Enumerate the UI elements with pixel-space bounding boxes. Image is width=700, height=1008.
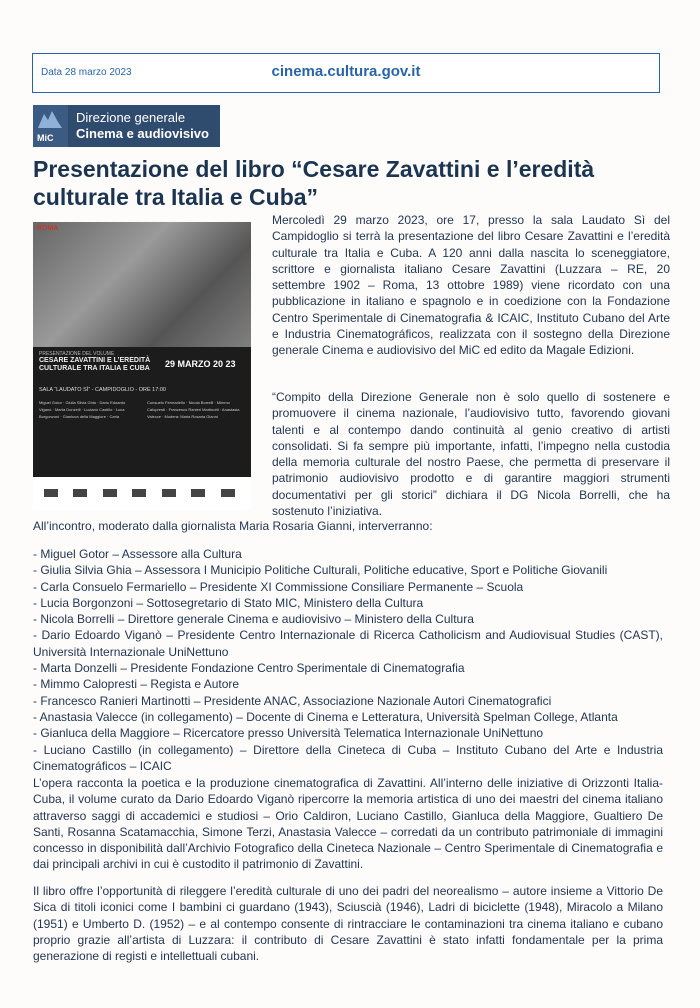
list-item: - Gianluca della Maggiore – Ricercatore presso Università Telematica Internazionale UniNettuno xyxy=(33,726,544,741)
logo-line-2: Cinema e audiovisivo xyxy=(76,126,209,141)
page-title: Presentazione del libro “Cesare Zavattini e l’eredità culturale tra Italia e Cuba” xyxy=(33,156,595,210)
poster-photo xyxy=(33,222,251,347)
paragraph-announcement: Mercoledì 29 marzo 2023, ore 17, presso la sala Laudato Sì del Campidoglio si terrà la presentazione del libro Cesare Zavattini e l’eredità culturale tra Italia e Cuba. A 120 anni dalla nascita lo sceneggiatore, scrittore e giornalista italiano Cesare Zavattini (Luzzara – RE, 20 settembre 1902 – Roma, 13 ottobre 1989) viene ricordato con una pubblicazione in italiano e spagnolo e in coedizione con la Fondazione Centro Sperimentale di Cinematografia & ICAIC, Instituto Cubano del Arte e Industria Cinematográficos, realizzata con il sostegno della Direzione generale Cinema e audiovisivo del MiC ed edito da Magale Edizioni. xyxy=(272,213,670,358)
header-site-link[interactable]: cinema.cultura.gov.it xyxy=(271,63,421,80)
emblem-symbol-icon xyxy=(36,108,64,130)
mic-emblem-icon xyxy=(33,105,68,147)
list-item: - Lucia Borgonzoni – Sottosegretario di Stato MIC, Ministero della Cultura xyxy=(33,595,424,610)
poster-info-panel xyxy=(33,347,251,477)
poster-title: CESARE ZAVATTINI E L’EREDITÀ CULTURALE TRA ITALIA E CUBA xyxy=(39,357,151,372)
mic-label: MiC xyxy=(37,133,54,143)
list-item: - Nicola Borrelli – Direttore generale Cinema e audiovisivo – Ministero della Cultura xyxy=(33,612,474,627)
poster-names: Miguel Gotor · Giulia Silvia Ghia · Dario Edoardo Viganò · Marta Donzelli · Luciano Castillo · Luca Borgonzoni · Gianluca della Maggiore · Carla Consuelo Fermariello · Nicola Borrelli · Mimmo Calopresti · Francesco Ranieri Martinotti · Anastasia Valecce · Modera: Maria Rosaria Gianni xyxy=(39,400,240,419)
poster-sponsor-logos xyxy=(33,477,251,510)
poster-place: SALA “LAUDATO SÌ” - CAMPIDOGLIO - ORE 17:00 xyxy=(39,387,166,393)
poster-roma-logo: ROMA xyxy=(37,225,59,232)
sponsor-logo-icon xyxy=(44,489,58,497)
sponsor-logo-icon xyxy=(103,489,117,497)
sponsor-logo-icon xyxy=(191,489,205,497)
list-item: - Luciano Castillo (in collegamento) – Direttore della Cineteca di Cuba – Instituto Cubano del Arte e Industria Cinematográficos – ICAIC xyxy=(33,742,663,773)
poster-date: 29 MARZO 20 23 xyxy=(165,359,236,369)
paragraph-book-content: L’opera racconta la poetica e la produzione cinematografica di Zavattini. All’interno delle iniziative di Orizzonti Italia-Cuba, il volume curato da Dario Edoardo Viganò ripercorre la memoria artistica di uno dei maestri del cinema italiano attraverso saggi di accademici e studiosi – Orio Caldiron, Luciano Castillo, Gianluca della Maggiore, Gualtiero De Santi, Rosanna Scatamacchia, Simone Terzi, Anastasia Valecce – corredati da un contributo patrimoniale di immagini concesso in disponibilità dall’Archivio Fotografico della Cineteca Nazionale – Centro Sperimentale di Cinematografia e dai principali archivi in cui è custodito il patrimonio di Zavattini. xyxy=(33,776,663,872)
paragraph-book-legacy: Il libro offre l’opportunità di rileggere l’eredità culturale di uno dei padri del neorealismo – autore insieme a Vittorio De Sica di titoli iconici come I bambini ci guardano (1943), Sciuscià (1946), Ladri di biciclette (1948), Miracolo a Milano (1951) e Umberto D. (1952) – e al contempo consente di rintracciare le contaminazioni tra cinema italiano e cubano proprio grazie all’artista di Luzzara: il contributo di Cesare Zavattini è stato infatti fondamentale per la prima generazione di registi e intellettuali cubani. xyxy=(33,884,663,964)
header-box xyxy=(32,53,660,93)
speakers-list xyxy=(33,546,663,774)
logo-line-1: Direzione generale xyxy=(76,110,186,125)
header-date: Data 28 marzo 2023 xyxy=(41,67,132,78)
mic-logo xyxy=(33,105,220,147)
sponsor-logo-icon xyxy=(221,489,235,497)
list-item: - Carla Consuelo Fermariello – Presidente XI Commissione Consiliare Permanente – Scuola xyxy=(33,579,524,594)
list-item: - Miguel Gotor – Assessore alla Cultura xyxy=(33,547,242,561)
list-item: - Anastasia Valecce (in collegamento) – Docente di Cinema e Letteratura, Università Spelman College, Atlanta xyxy=(33,709,618,724)
sponsor-logo-icon xyxy=(132,489,146,497)
sponsor-logo-icon xyxy=(73,489,87,497)
sponsor-logo-icon xyxy=(162,489,176,497)
paragraph-quote: “Compito della Direzione Generale non è solo quello di sostenere e promuovere il cinema nazionale, l’audiovisivo tutto, favorendo giovani talenti e al contempo dando continuità al genio creativo di artisti consolidati. Si fa sempre più importante, infatti, l’impegno nella custodia della memoria culturale del nostro Paese, che permetta di preservare il patrimonio audiovisivo prodotto e di garantire maggiori strumenti documentativi per gli storici” dichiara il DG Nicola Borrelli, che ha sostenuto l’iniziativa. xyxy=(272,390,670,519)
list-item: - Mimmo Calopresti – Regista e Autore xyxy=(33,677,240,692)
event-poster-image xyxy=(33,222,251,510)
list-item: - Giulia Silvia Ghia – Assessora I Municipio Politiche Culturali, Politiche educative, Sport e Politiche Giovanili xyxy=(33,563,608,578)
poster-label: PRESENTAZIONE DEL VOLUME xyxy=(39,351,115,357)
list-item: - Marta Donzelli – Presidente Fondazione Centro Sperimentale di Cinematografia xyxy=(33,661,465,676)
list-item: - Dario Edoardo Viganò – Presidente Centro Internazionale di Ricerca Catholicism and Audiovisual Studies (CAST), Università Internazionale UniNettuno xyxy=(33,628,663,659)
speakers-intro: All’incontro, moderato dalla giornalista Maria Rosaria Gianni, interverranno: xyxy=(33,519,433,533)
list-item: - Francesco Ranieri Martinotti – Presidente ANAC, Associazione Nazionale Autori Cinematografici xyxy=(33,693,552,708)
